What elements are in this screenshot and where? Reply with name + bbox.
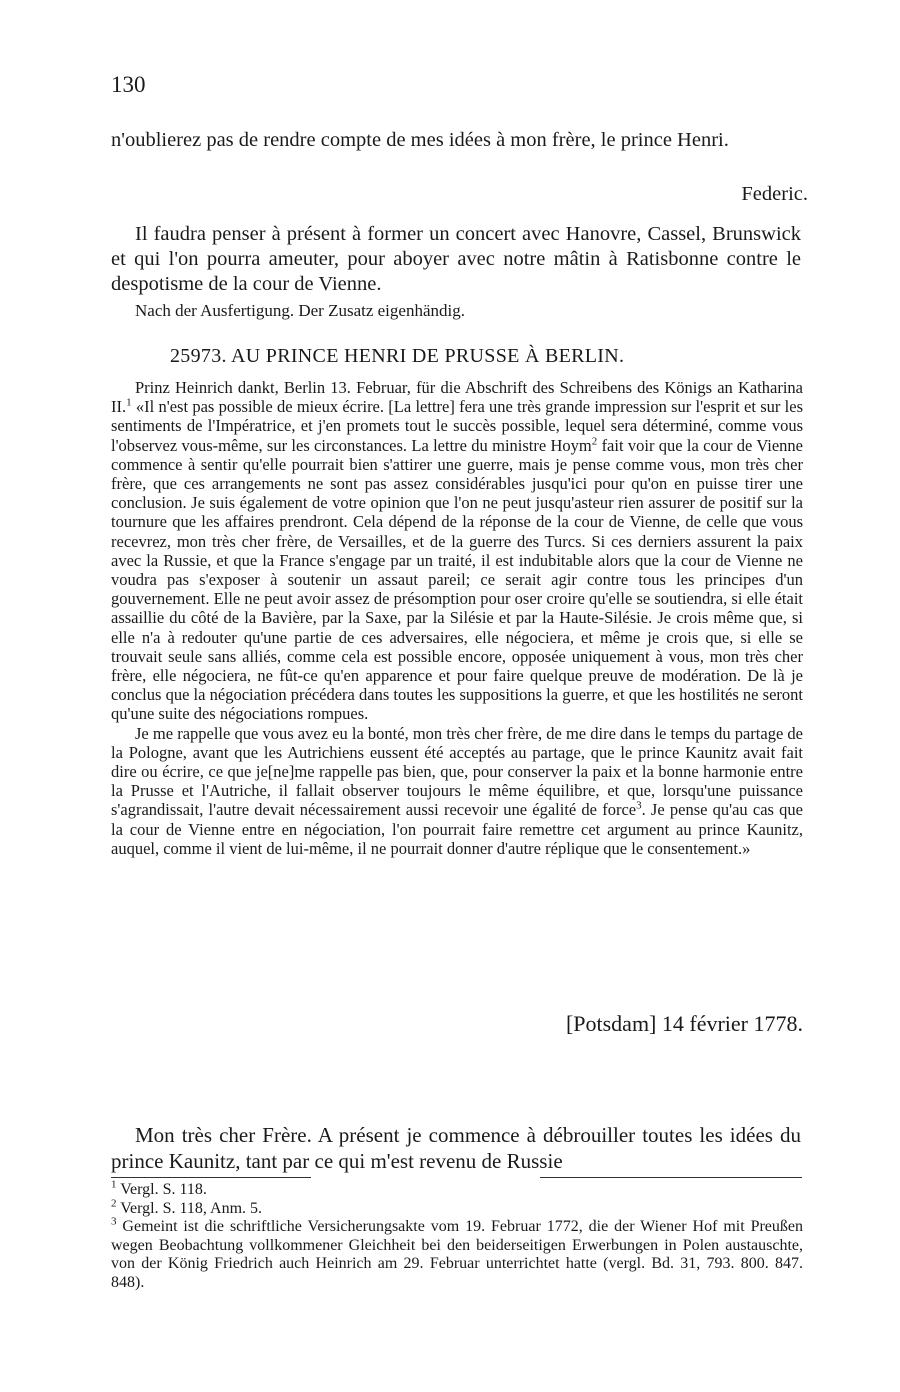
- footnote-text: Vergl. S. 118.: [120, 1181, 207, 1198]
- summary-p1-part-c: fait voir que la cour de Vienne commence à sentir qu'elle pourrait bien s'attirer une guerre, mais je pense comme vous, mon très cher frère, que ces arrangements ne sont pas assez considérables jusqu'ici pour qu'on en puisse tirer une conclusion. Je suis également de votre opinion que l'on ne peut jusqu'asteur rien assurer de positif sur la tournure que les affaires prendront. Cela dépend de la réponse de la cour de Vienne, de celle que vous recevrez, mon très cher frère, de Versailles, et de la guerre des Turcs. Si ces derniers assurent la paix avec la Russie, et que la France s'engage par un traité, il est indubitable alors que la cour de Vienne ne voudra pas s'exposer à soutenir un assaut pareil; ce serait agir contre tous les principes d'un gouvernement. Elle ne peut avoir assez de présomption pour oser croire qu'elle se soutiendra, si elle était assaillie du côté de la Bavière, par la Saxe, par la Silésie et par la Haute-Silésie. Je crois même que, si elle n'a à redouter qu'une partie de ces adversaires, elle négociera, et même je crois que, si elle se trouvait seule sans alliés, comme cela est possible encore, opposée uniquement à vous, mon très cher frère, elle négociera, ne fût-ce qu'en apparence et pour faire quelque preuve de modération. De là je conclus que la négociation précédera dans toutes les suppositions la guerre, et que les hostilités ne seront qu'une suite des négociations rompues.: [111, 435, 803, 724]
- letter-heading: 25973. AU PRINCE HENRI DE PRUSSE À BERLIN.: [170, 345, 625, 367]
- summary-p2-part-b: . Je pense qu'au cas que la cour de Vienne entre en négociation, l'on pourrait faire remettre cet argument au prince Kaunitz, auquel, comme il vient de lui-même, il ne pourrait donner d'autre réplique que le consentement.»: [111, 800, 803, 858]
- page-number: 130: [111, 72, 146, 97]
- footnote-text: Gemeint ist die schriftliche Versicherungsakte vom 19. Februar 1772, die der Wiener Hof mit Preußen wegen Beobachtung vollkommener Gleichheit bei den beiderseitigen Erwerbungen in Polen austauschte, von der König Friedrich auch Heinrich am 29. Februar unterrichtet hatte (vergl. Bd. 31, 793. 800. 847. 848).: [111, 1218, 804, 1291]
- footnote-mark: 2: [111, 1197, 117, 1210]
- footnote-ref-2: 2: [591, 435, 598, 448]
- letter-body: [111, 1122, 801, 1174]
- intro-text: n'oublierez pas de rendre compte de mes idées à mon frère, le prince Henri.: [111, 129, 729, 151]
- footnote-mark: 1: [111, 1178, 117, 1191]
- intro-paragraph: [111, 128, 801, 153]
- letter-text: Mon très cher Frère. A présent je commence à débrouiller toutes les idées du prince Kaunitz, tant par ce qui m'est revenu de Russie: [111, 1123, 801, 1173]
- source-note: Nach der Ausfertigung. Der Zusatz eigenhändig.: [135, 301, 465, 320]
- summary-p2-part-a: Je me rappelle que vous avez eu la bonté, mon très cher frère, de me dire dans le temps du partage de la Pologne, avant que les Autrichiens eussent été acceptés au partage, que le prince Kaunitz avait fait dire ou écrire, ce que je[ne]me rappelle pas bien, que, pour conserver la paix et la bonne harmonie entre la Prusse et l'Autriche, il fallait observer toujours le même équilibre, et que, lorsqu'une puissance s'agrandissait, l'autre devait nécessairement aussi recevoir une égalité de force: [111, 723, 803, 820]
- footnote-text: Vergl. S. 118, Anm. 5.: [120, 1199, 263, 1217]
- postscript-paragraph: [111, 222, 801, 297]
- footnote-divider: [111, 1177, 311, 1178]
- summary-paragraph-2: [111, 724, 803, 858]
- postscript-text: Il faudra penser à présent à former un concert avec Hanovre, Cassel, Brunswick et qui l'on pourra ameuter, pour aboyer avec notre mâtin à Ratisbonne contre le despotisme de la cour de Vienne.: [111, 223, 801, 295]
- footnote-ref-3: 3: [636, 799, 642, 812]
- summary-paragraph-1: [111, 378, 803, 724]
- summary-block: [111, 378, 803, 858]
- footnote-3: [111, 1215, 804, 1292]
- dateline: [Potsdam] 14 février 1778.: [565, 1011, 803, 1036]
- summary-p1-part-b: «Il n'est pas possible de mieux écrire. [La lettre] fera une très grande impression sur l'esprit et sur les sentiments de l'Impératrice, et j'en promets tout le succès possible, lequel sera déterminé, comme vous l'observez vous-même, sur les circonstances. La lettre du ministre Hoym: [111, 397, 803, 455]
- footnote-mark: 3: [111, 1215, 117, 1228]
- footnote-divider-right: [540, 1177, 802, 1178]
- footnotes: [111, 1178, 804, 1292]
- footnote-2: [111, 1197, 803, 1219]
- summary-p1-part-a: Prinz Heinrich dankt, Berlin 13. Februar, für die Abschrift des Schreibens des Königs an Katharina II.: [111, 378, 803, 417]
- signature: Federic.: [741, 183, 808, 205]
- footnote-1: [111, 1178, 803, 1200]
- footnote-ref-1: 1: [126, 396, 132, 409]
